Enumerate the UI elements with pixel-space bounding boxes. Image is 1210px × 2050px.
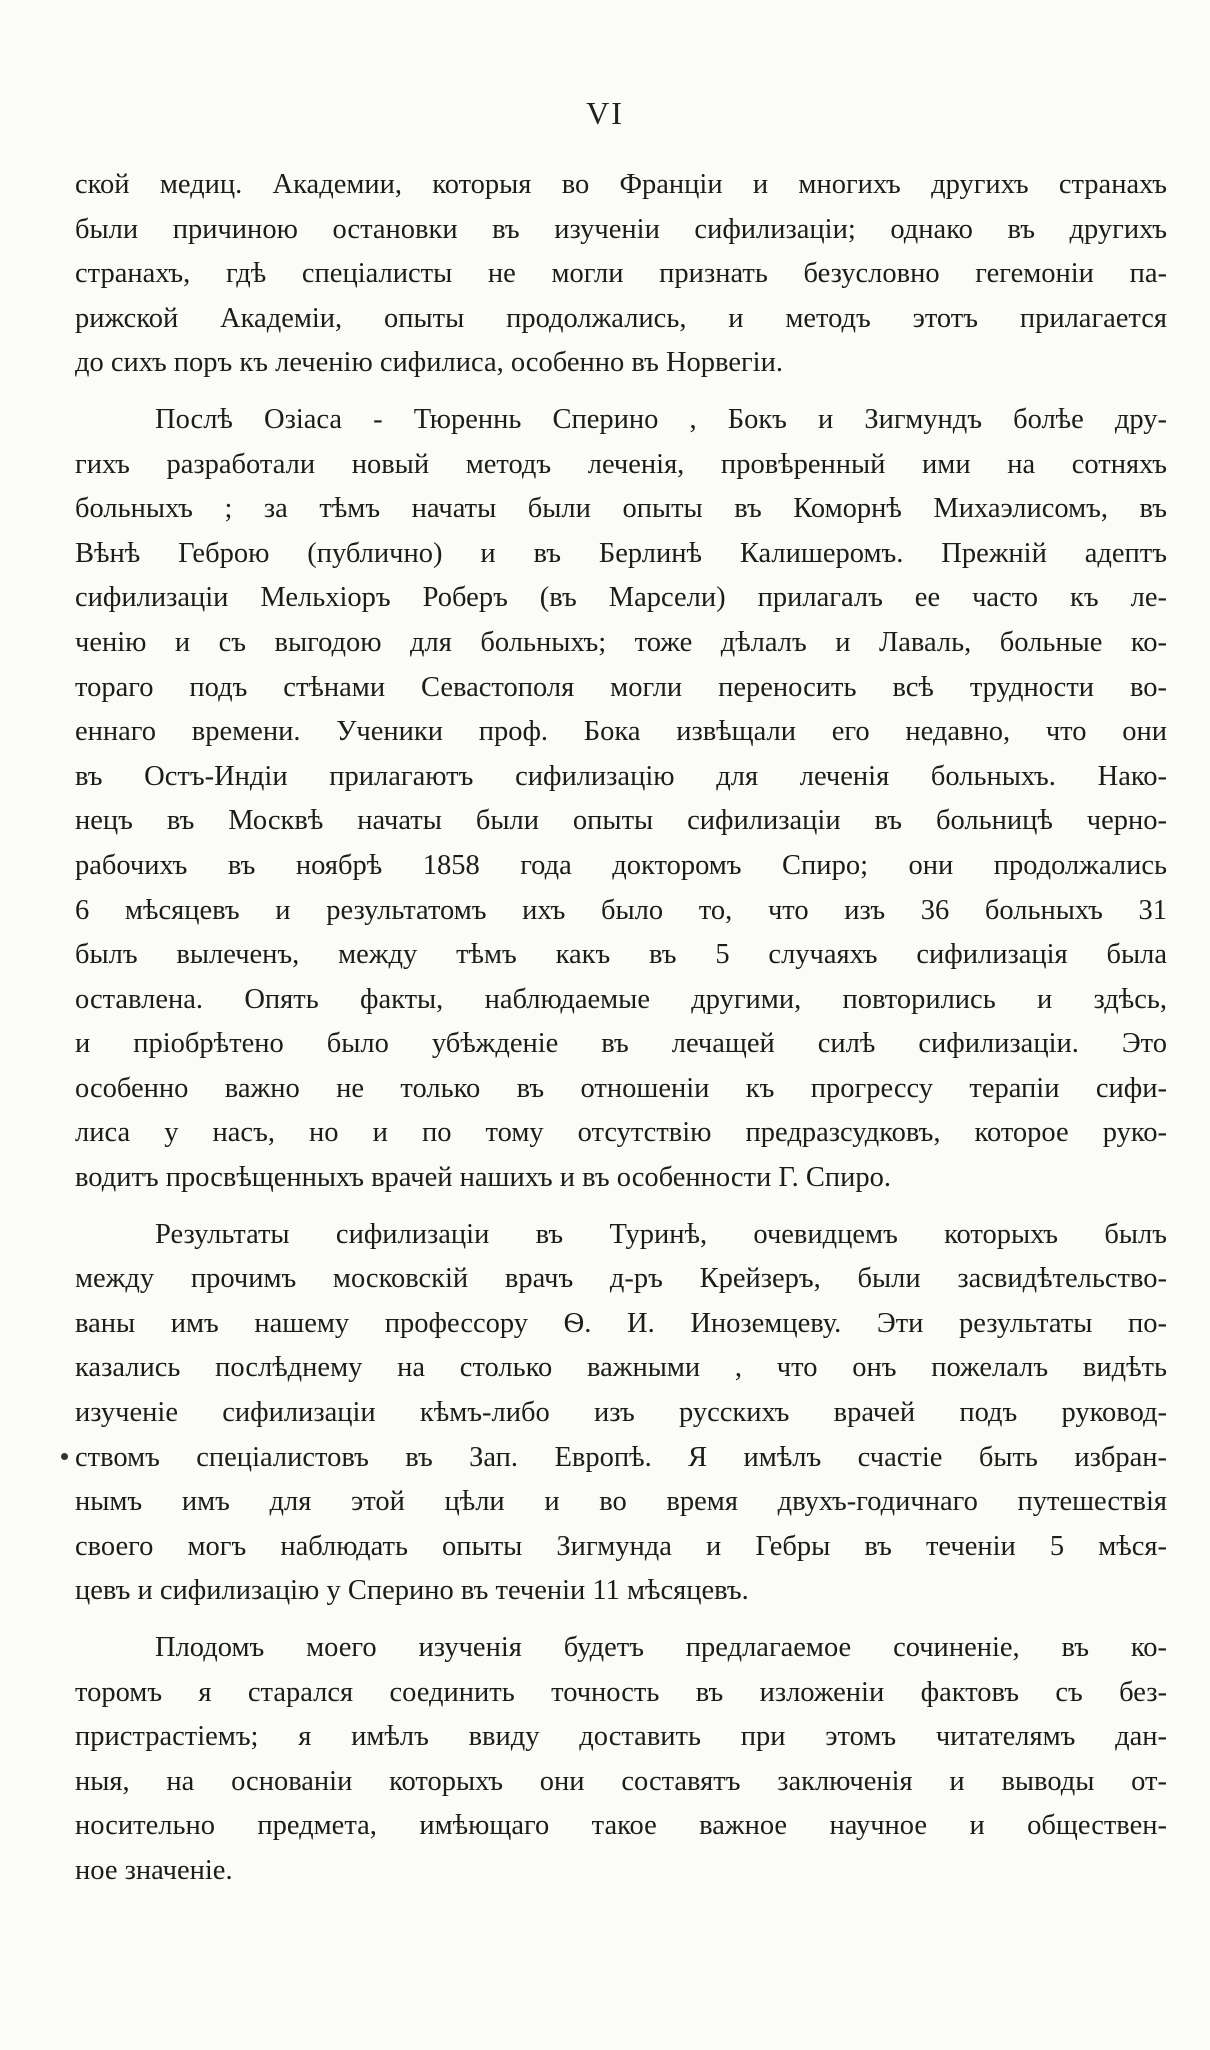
text-line: Плодомъ моего изученія будетъ предлагаемое сочиненіе, въ ко-: [155, 1632, 1167, 1663]
text-line: особенно важно не только въ отношеніи къ прогрессу терапіи сифи-: [75, 1072, 1167, 1104]
text-line: былъ вылеченъ, между тѣмъ какъ въ 5 случаяхъ сифилизація была: [75, 939, 1167, 971]
page-number: VI: [586, 95, 624, 131]
text-line: Результаты сифилизаціи въ Туринѣ, очевидцемъ которыхъ былъ: [155, 1218, 1167, 1250]
text-line: ваны имъ нашему профессору Ѳ. И. Иноземцеву. Эти результаты по-: [75, 1307, 1167, 1339]
text-line: казались послѣднему на столько важными , что онъ пожелалъ видѣть: [75, 1352, 1167, 1384]
text-line: и пріобрѣтено было убѣжденіе въ лечащей силѣ сифилизаціи. Это: [75, 1028, 1167, 1060]
text-line: рижской Академіи, опыты продолжались, и методъ этотъ прилагается: [75, 302, 1167, 334]
text-line: еннаго времени. Ученики проф. Бока извѣщали его недавно, что они: [75, 716, 1167, 748]
text-line: лиса у насъ, но и по тому отсутствію предразсудковъ, которое руко-: [75, 1117, 1167, 1149]
text-line: пристрастіемъ; я имѣлъ ввиду доставить при этомъ читателямъ дан-: [75, 1721, 1167, 1753]
text-line: сифилизаціи Мельхіоръ Роберъ (въ Марсели) прилагалъ ее часто къ ле-: [75, 582, 1167, 614]
paragraph-3: [75, 1213, 1167, 1614]
text-line: гихъ разработали новый методъ леченія, провѣренный ими на сотняхъ: [75, 448, 1167, 480]
text-line: изученіе сифилизаціи кѣмъ-либо изъ русскихъ врачей подъ руковод-: [75, 1397, 1167, 1429]
text-line: Послѣ Озіаса - Тюреннь Сперино , Бокъ и Зигмундъ болѣе дру-: [155, 403, 1167, 435]
text-line: Вѣнѣ Геброю (публично) и въ Берлинѣ Калишеромъ. Прежній адептъ: [75, 537, 1167, 569]
text-line: нымъ имъ для этой цѣли и во время двухъ-годичнаго путешествія: [75, 1486, 1167, 1518]
margin-ink-dot: [61, 1453, 68, 1460]
paragraph-2: [75, 398, 1167, 1201]
text-line: цевъ и сифилизацію у Сперино въ теченіи 11 мѣсяцевъ.: [75, 1575, 749, 1607]
text-line: тораго подъ стѣнами Севастополя могли переносить всѣ трудности во-: [75, 671, 1167, 703]
text-line: ской медиц. Академии, которыя во Франціи и многихъ другихъ странахъ: [75, 169, 1167, 200]
text-line: водитъ просвѣщенныхъ врачей нашихъ и въ особенности Г. Спиро.: [75, 1162, 891, 1194]
text-line: были причиною остановки въ изученіи сифилизаціи; однако въ другихъ: [75, 213, 1167, 245]
paragraph-4: [75, 1626, 1167, 1894]
text-line: ченію и съ выгодою для больныхъ; тоже дѣлалъ и Лаваль, больные ко-: [75, 626, 1167, 658]
text-line: до сихъ поръ къ леченію сифилиса, особенно въ Норвегіи.: [75, 347, 783, 379]
text-line: ствомъ спеціалистовъ въ Зап. Европѣ. Я имѣлъ счастіе быть избран-: [75, 1441, 1167, 1473]
text-line: своего могъ наблюдать опыты Зигмунда и Гебры въ теченіи 5 мѣся-: [75, 1530, 1167, 1562]
text-line: больныхъ ; за тѣмъ начаты были опыты въ Коморнѣ Михаэлисомъ, въ: [75, 493, 1167, 525]
text-line: ныя, на основаніи которыхъ они составятъ заключенія и выводы от-: [75, 1765, 1167, 1797]
body-text: [75, 163, 1167, 1894]
text-line: рабочихъ въ ноябрѣ 1858 года докторомъ Спиро; они продолжались: [75, 849, 1167, 881]
text-line: ное значеніе.: [75, 1854, 233, 1886]
text-line: между прочимъ московскій врачъ д-ръ Крейзеръ, были засвидѣтельство-: [75, 1263, 1167, 1295]
text-line: нецъ въ Москвѣ начаты были опыты сифилизаціи въ больницѣ черно-: [75, 805, 1167, 837]
text-line: торомъ я старался соединить точность въ изложеніи фактовъ съ без-: [75, 1676, 1167, 1708]
paragraph-1: [75, 163, 1167, 386]
text-line: оставлена. Опять факты, наблюдаемые другими, повторились и здѣсь,: [75, 983, 1167, 1015]
text-line: странахъ, гдѣ спеціалисты не могли признать безусловно гегемоніи па-: [75, 258, 1167, 290]
text-line: носительно предмета, имѣющаго такое важное научное и обществен-: [75, 1810, 1167, 1842]
text-line: 6 мѣсяцевъ и результатомъ ихъ было то, что изъ 36 больныхъ 31: [75, 894, 1167, 926]
text-line: въ Остъ-Индіи прилагаютъ сифилизацію для леченія больныхъ. Нако-: [75, 760, 1167, 792]
